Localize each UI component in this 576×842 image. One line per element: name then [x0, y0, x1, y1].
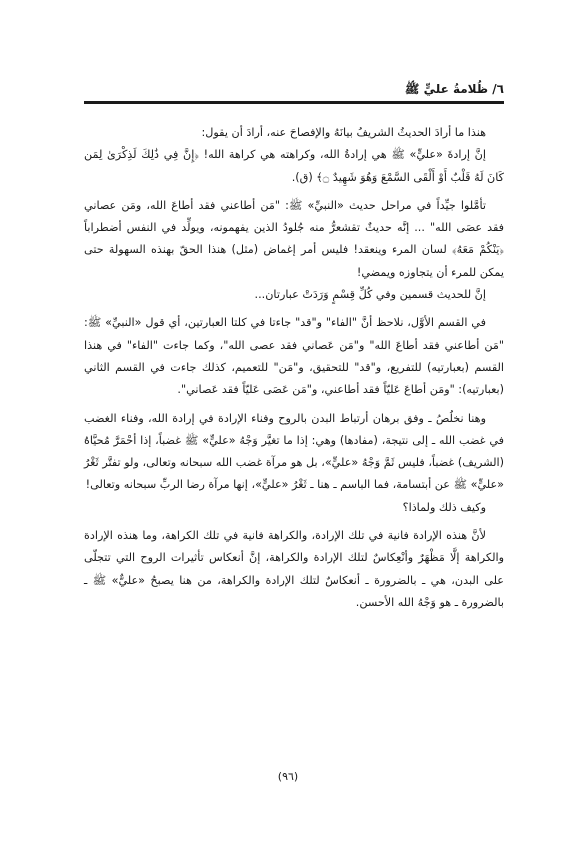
- paragraph-two-parts: إنَّ للحديث قسمين وفي كُلِّ قِسْمٍ وَرَدَتْ عبارتان...: [254, 288, 486, 302]
- paragraph-question: وكيف ذلك ولماذا؟: [402, 500, 486, 514]
- paragraph-first-part: في القسم الأوَّل، نلاحظ أنَّ "الفاء" و"قد" جاءتا في كلتا العبارتين، أي قول «النبيِّ» ﷺ: "مَن أطاعني فقد أطاعَ الله" و"مَن عَصاني فقد عصى الله"، وكما جاءت "الفاء" في هنذا القسم (بعبارتيه) للتفريع، و"قد" للتحقيق، و"مَن" للتعميم، كذلك جاءت في القسم الثاني (بعبارتيه): "ومَن أطاعَ عَليّاً فقد أطاعني، و"مَن عَصَى عَليّاً فقد عَصاني".: [84, 316, 504, 397]
- paragraph-quran-verse: إنَّ إرادةَ «عليٍّ» ﷺ هي إرادةُ الله، وكراهته هي كراهة الله! ﴿إِنَّ فِي ذَٰلِكَ لَذِكْرَىٰ لِمَن كَانَ لَهُ قَلْبٌ أَوْ أَلْقَى السَّمْعَ وَهُوَ شَهِيدٌ ۝﴾ (ق).: [84, 148, 504, 184]
- header-label: ٦/ ظُلامةُ عليٍّ ﷺ: [404, 82, 504, 96]
- paragraph-intro: هنذا ما أرادَ الحديثُ الشريفُ بيانَهُ والإفصاحَ عنه، أرادَ أن يقول:: [201, 126, 486, 139]
- running-header: [84, 82, 504, 104]
- paragraph-hadith-reflection: تأمَّلوا جيِّداً في مراحل حديث «النبيِّ» ﷺ: "مَن أطاعني فقد أطاعَ الله، ومَن عصاني فقد عصَى الله" ... إنَّه حديثٌ تقشعرُّ منه جُلودُ الذين يفهمونه، ويولِّد في النفس أضطراباً ﴿يَنْكُمْ مَعَهُ﴾ لسان المرء وينعقد! فليس أمر إغماض (مثل) هنذا الحقّ بهنذه السهولة حتى يمكن للمرء أن يتجاوزه ويمضي!: [84, 198, 504, 279]
- paragraph-answer: لأنَّ هنذه الإرادة فانية في تلك الإرادة، والكراهة فانية في تلك الكراهة، وما هنذه الإرادة والكراهة إلَّا مَظْهَرٌ وأنْعِكاسٌ لتلك الإرادة والكراهة، إنَّ أنعكاس تأثيرات الروح التي تتجلّى على البدن، هي ـ بالضرورة ـ أنعكاسٌ لتلك الإرادة والكراهة، من هنا يصبحُ «عليٌّ» ﷺ ـ بالضرورة ـ هو وَجْهُ الله الأحسن.: [84, 529, 504, 609]
- page-number: (٩٦): [277, 770, 299, 783]
- paragraph-conclusion: وهنا نخلُصُ ـ وفق برهان أرتباط البدن بالروح وفناء الإرادة في إرادة الله، وفناء الغضب في غضب الله ـ إلى نتيجة، (مفادها) وهي: إذا ما تغيَّر وَجْهُ «عليٍّ» ﷺ غضباً، إذا أحْمَرَّ مُحيَّاهُ (الشريف) غضباً، فليس ثَمَّ وَجْهُ «عليٍّ»، بل هو مرآة غضب الله سبحانه وتعالى، ولو تفتَّر ثَغْرُ «عليٍّ» ﷺ عن أبتسامة، فما الباسم ـ هنا ـ ثَغْرُ «عليٍّ»، إنها مرآة رضا الربِّ سبحانه وتعالى!: [84, 411, 504, 492]
- header-rule: [84, 101, 504, 104]
- page-body: [84, 122, 504, 614]
